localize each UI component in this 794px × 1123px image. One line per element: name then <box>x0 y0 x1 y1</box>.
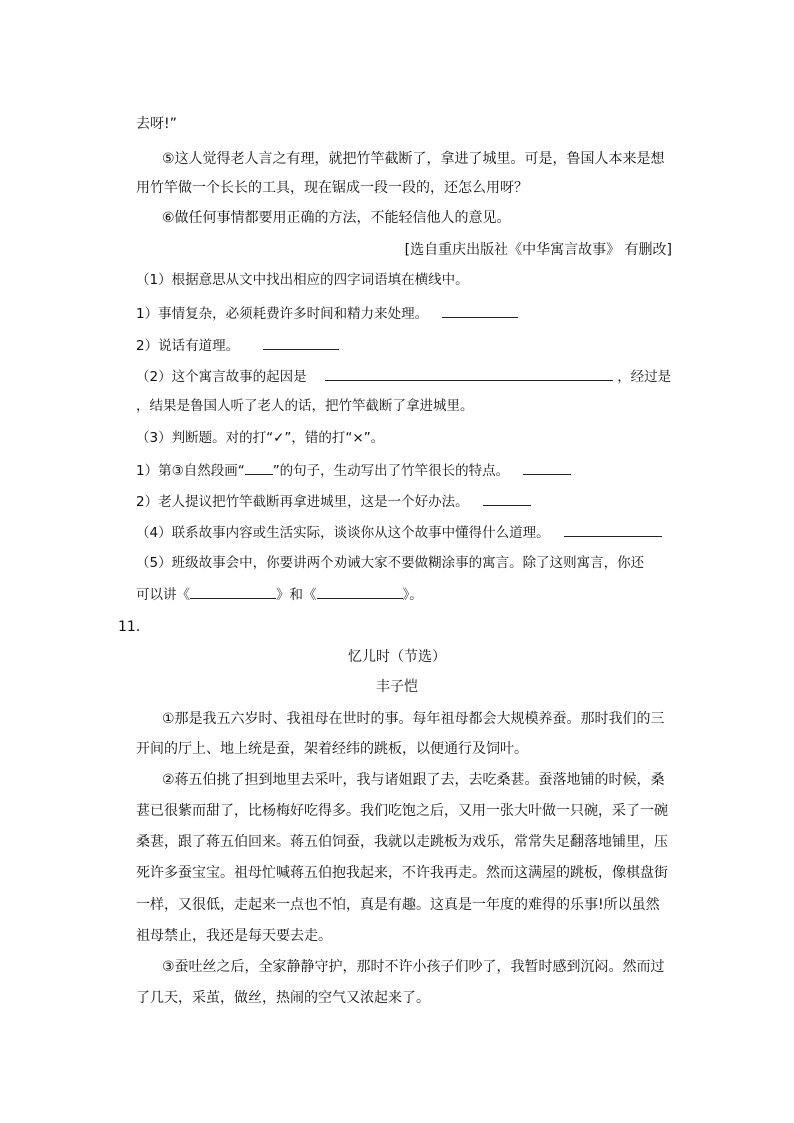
question-3-2 <box>136 491 531 512</box>
question-2-text-b: ，经过是 <box>617 369 672 385</box>
question-5-line1: （5）班级故事会中，你要讲两个劝诫大家不要做糊涂事的寓言。除了这则寓言，你还 <box>136 555 645 571</box>
passage-p2-line6: 祖母禁止，我还是每天要去走。 <box>136 928 332 944</box>
question-number-11: 11． <box>118 619 150 635</box>
answer-blank-4[interactable] <box>564 522 662 537</box>
question-4 <box>136 522 662 543</box>
passage-title: 忆儿时（节选） <box>348 649 446 665</box>
question-1-2 <box>136 335 339 356</box>
prev-line-tail: 去呀!” <box>136 116 177 132</box>
passage-p2-line3: 桑葚，跟了蒋五伯回来。蒋五伯饲蚕，我就以走跳板为戏乐，常常失足翻落地铺里，压 <box>136 834 668 850</box>
question-1-1 <box>136 303 518 324</box>
passage-p1-line1: ①那是我五六岁时、我祖母在世时的事。每年祖母都会大规模养蚕。那时我们的三 <box>162 711 665 727</box>
question-3: （3）判断题。对的打“✓”，错的打“×”。 <box>136 430 385 446</box>
question-2-line2: ，结果是鲁国人听了老人的话，把竹竿截断了拿进城里。 <box>136 398 474 414</box>
prev-para6: ⑥做任何事情都要用正确的方法，不能轻信他人的意见。 <box>162 210 511 226</box>
passage-p2-line2: 葚已很紫而甜了，比杨梅好吃得多。我们吃饱之后，又用一张大叶做一只碗，采了一碗 <box>136 803 668 819</box>
question-5-text-b: 》和《 <box>276 587 317 603</box>
answer-blank-1-2[interactable] <box>263 335 339 350</box>
question-5-text-a: 可以讲《 <box>136 587 190 603</box>
question-1-1-text: 1）事情复杂，必须耗费许多时间和精力来处理。 <box>136 306 429 322</box>
question-2-text-a: （2）这个寓言故事的起因是 <box>136 369 307 385</box>
question-3-1-text-a: 1）第③自然段画“ <box>136 463 245 479</box>
question-2-line1 <box>136 366 671 387</box>
question-1-2-text: 2）说话有道理。 <box>136 338 240 354</box>
passage-p2-line4: 死许多蚕宝宝。祖母忙喊蒋五伯抱我起来，不许我再走。然而这满屋的跳板，像棋盘街 <box>136 865 668 881</box>
passage-author: 丰子恺 <box>376 679 418 695</box>
question-3-1-text-b: ”的句子，生动写出了竹竿很长的特点。 <box>272 463 510 479</box>
passage-p2-line5: 一样，又很低，走起来一点也不怕，真是有趣。这真是一年度的难得的乐事!所以虽然 <box>136 897 660 913</box>
answer-blank-3-2[interactable] <box>483 491 531 506</box>
answer-blank-2-cause[interactable] <box>325 366 613 381</box>
answer-blank-5-a[interactable] <box>190 584 276 599</box>
question-5-line2 <box>136 584 423 605</box>
question-5-text-c: 》。 <box>402 587 423 603</box>
passage-p2-line1: ②蒋五伯挑了担到地里去采叶，我与诸姐跟了去，去吃桑葚。蚕落地铺的时候，桑 <box>162 772 665 788</box>
question-3-1 <box>136 460 571 481</box>
question-4-text: （4）联系故事内容或生活实际，谈谈你从这个故事中懂得什么道理。 <box>136 525 550 541</box>
passage-p3-line2: 了几天，采茧，做丝，热闹的空气又浓起来了。 <box>136 990 430 1006</box>
prev-para5-line2: 用竹竿做一个长长的工具，现在锯成一段一段的，还怎么用呀？ <box>136 180 528 196</box>
question-1: （1）根据意思从文中找出相应的四字词语填在横线中。 <box>136 272 469 288</box>
source-citation: [选自重庆出版社《中华寓言故事》 有删改] <box>404 242 672 258</box>
answer-blank-5-b[interactable] <box>317 584 403 599</box>
passage-p1-line2: 开间的厅上、地上统是蚕，架着经纬的跳板，以便通行及饲叶。 <box>136 741 528 757</box>
underline-marker <box>245 460 273 475</box>
question-3-2-text: 2）老人提议把竹竿截断再拿进城里，这是一个好办法。 <box>136 494 469 510</box>
answer-blank-1-1[interactable] <box>442 303 518 318</box>
prev-para5-line1: ⑤这人觉得老人言之有理，就把竹竿截断了，拿进了城里。可是，鲁国人本来是想 <box>162 151 665 167</box>
passage-p3-line1: ③蚕吐丝之后，全家静静守护，那时不许小孩子们吵了，我暂时感到沉闷。然而过 <box>162 959 665 975</box>
answer-blank-3-1[interactable] <box>523 460 571 475</box>
